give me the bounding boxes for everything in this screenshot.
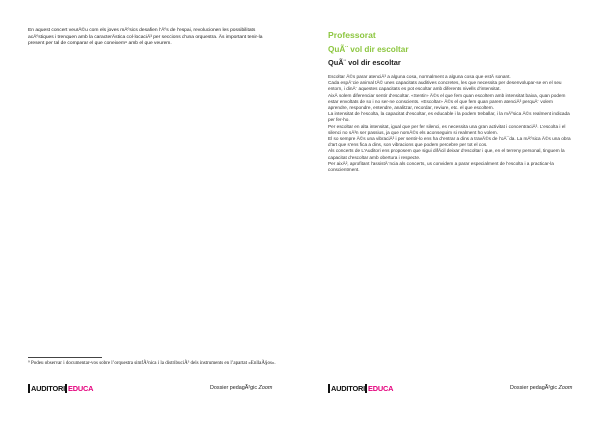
body-paragraph: La intensitat de l’escolta, la capacitat d’escoltar, es educable i la podem treballar, i la mÃºsica Ã©s realment indicada per fer-ho. <box>328 111 570 123</box>
footer-italic: Zoom <box>258 385 273 391</box>
logo-word-educa: EDUCA <box>368 384 394 393</box>
logo-bar-icon <box>328 384 330 393</box>
body-paragraph: Escoltar Ã©s parar atenciÃ³ a alguna cosa, normalment a alguna cosa que estÃ sonant. <box>328 74 511 79</box>
body-text <box>328 74 572 173</box>
footnote: ⁹ Podeu observar i documentar-vos sobre l’orquestra simfÃ²nica i la distribuciÃ³ dels instruments en l’apartat «EnllaÃ§os». <box>28 361 276 366</box>
logo-word-auditori: AUDITORI <box>31 384 65 393</box>
page-subtitle: QuÃ¨ vol dir escoltar <box>328 58 401 67</box>
body-paragraph: El so sempre Ã©s una vibraciÃ³ i per sentir-lo ens ha d’entrar a dins a travÃ©s de l’oÃ¯da. La mÃºsica Ã©s una obra d’art que s’ens fica a dins, son vibracions que podem percebre per tot el cos. <box>328 136 571 148</box>
footnote-divider <box>28 357 102 358</box>
footer-text: Dossier pedagÃ²gic <box>210 385 258 391</box>
body-paragraph: Cada espÃ¨cie animal tÃ© unes capacitats auditives concretes, les que necessita per desenvolupar-se en el seu entorn, i dinÃ¨ aquestes capacitats es pot escoltar amb diferents nivells d’intensitat. <box>328 80 562 92</box>
footer-text: Dossier pedagÃ²gic <box>510 385 558 391</box>
logo-bar-icon <box>28 384 30 393</box>
body-paragraph: Als concerts de L’Auditori ens proposem que sigui difÃcil deixar d’escoltar i que, en el terreny personal, tinguem la capacitat d’escoltar amb obertura i respecte. <box>328 148 565 160</box>
auditori-educa-logo <box>28 384 93 393</box>
logo-bar-icon <box>365 384 367 393</box>
footer-italic: Zoom <box>558 385 573 391</box>
intro-paragraph: En aquest concert veurÃ©u com els joves mÃºsics desafien l’Ãºs de l’espai, revolucionen les possibilitats acÃºstiques i trenquen amb la caracterÃstica col·locaciÃ³ per seccions d’una orquestra. Ãs important tenir-la present per tal de comparar el que coneixem⁹ amb el que veurem. <box>28 28 263 47</box>
body-paragraph: Per aixÃ², aprofitant l’assistÃ¨ncia als concerts, us convidem a parar especialment de l’escolta i a practicar-la conscientment. <box>328 160 554 173</box>
page-footer <box>210 385 272 391</box>
auditori-educa-logo <box>328 384 393 393</box>
body-paragraph: Per escoltar en alta intensitat, igual que per fer silenci, es necessita una gran activitat i concentraciÃ³. L’escolta i el silenci no sÃ³n ser passius, ja que nomÃ©s els aconseguim si realment ho volem. <box>328 123 566 135</box>
logo-bar-icon <box>65 384 67 393</box>
page-title: QuÃ¨ vol dir escoltar <box>328 45 409 54</box>
body-paragraph: AixÃ solem diferenciar sentir d’escoltar. «Sentir» Ã©s el que fem quan escoltem amb intensitat baixa, quan podem estar envoltats de so i no ser-ne conscients. «Escoltar» Ã©s el que fem quan parem atenciÃ³ perquÃ¨ volem aprendre, respondre, entendre, analitzar, recordar, reviure, etc. el que escoltem. <box>328 92 566 111</box>
logo-word-auditori: AUDITORI <box>331 384 365 393</box>
page-footer <box>510 385 572 391</box>
logo-word-educa: EDUCA <box>68 384 94 393</box>
section-heading: Professorat <box>328 30 376 40</box>
